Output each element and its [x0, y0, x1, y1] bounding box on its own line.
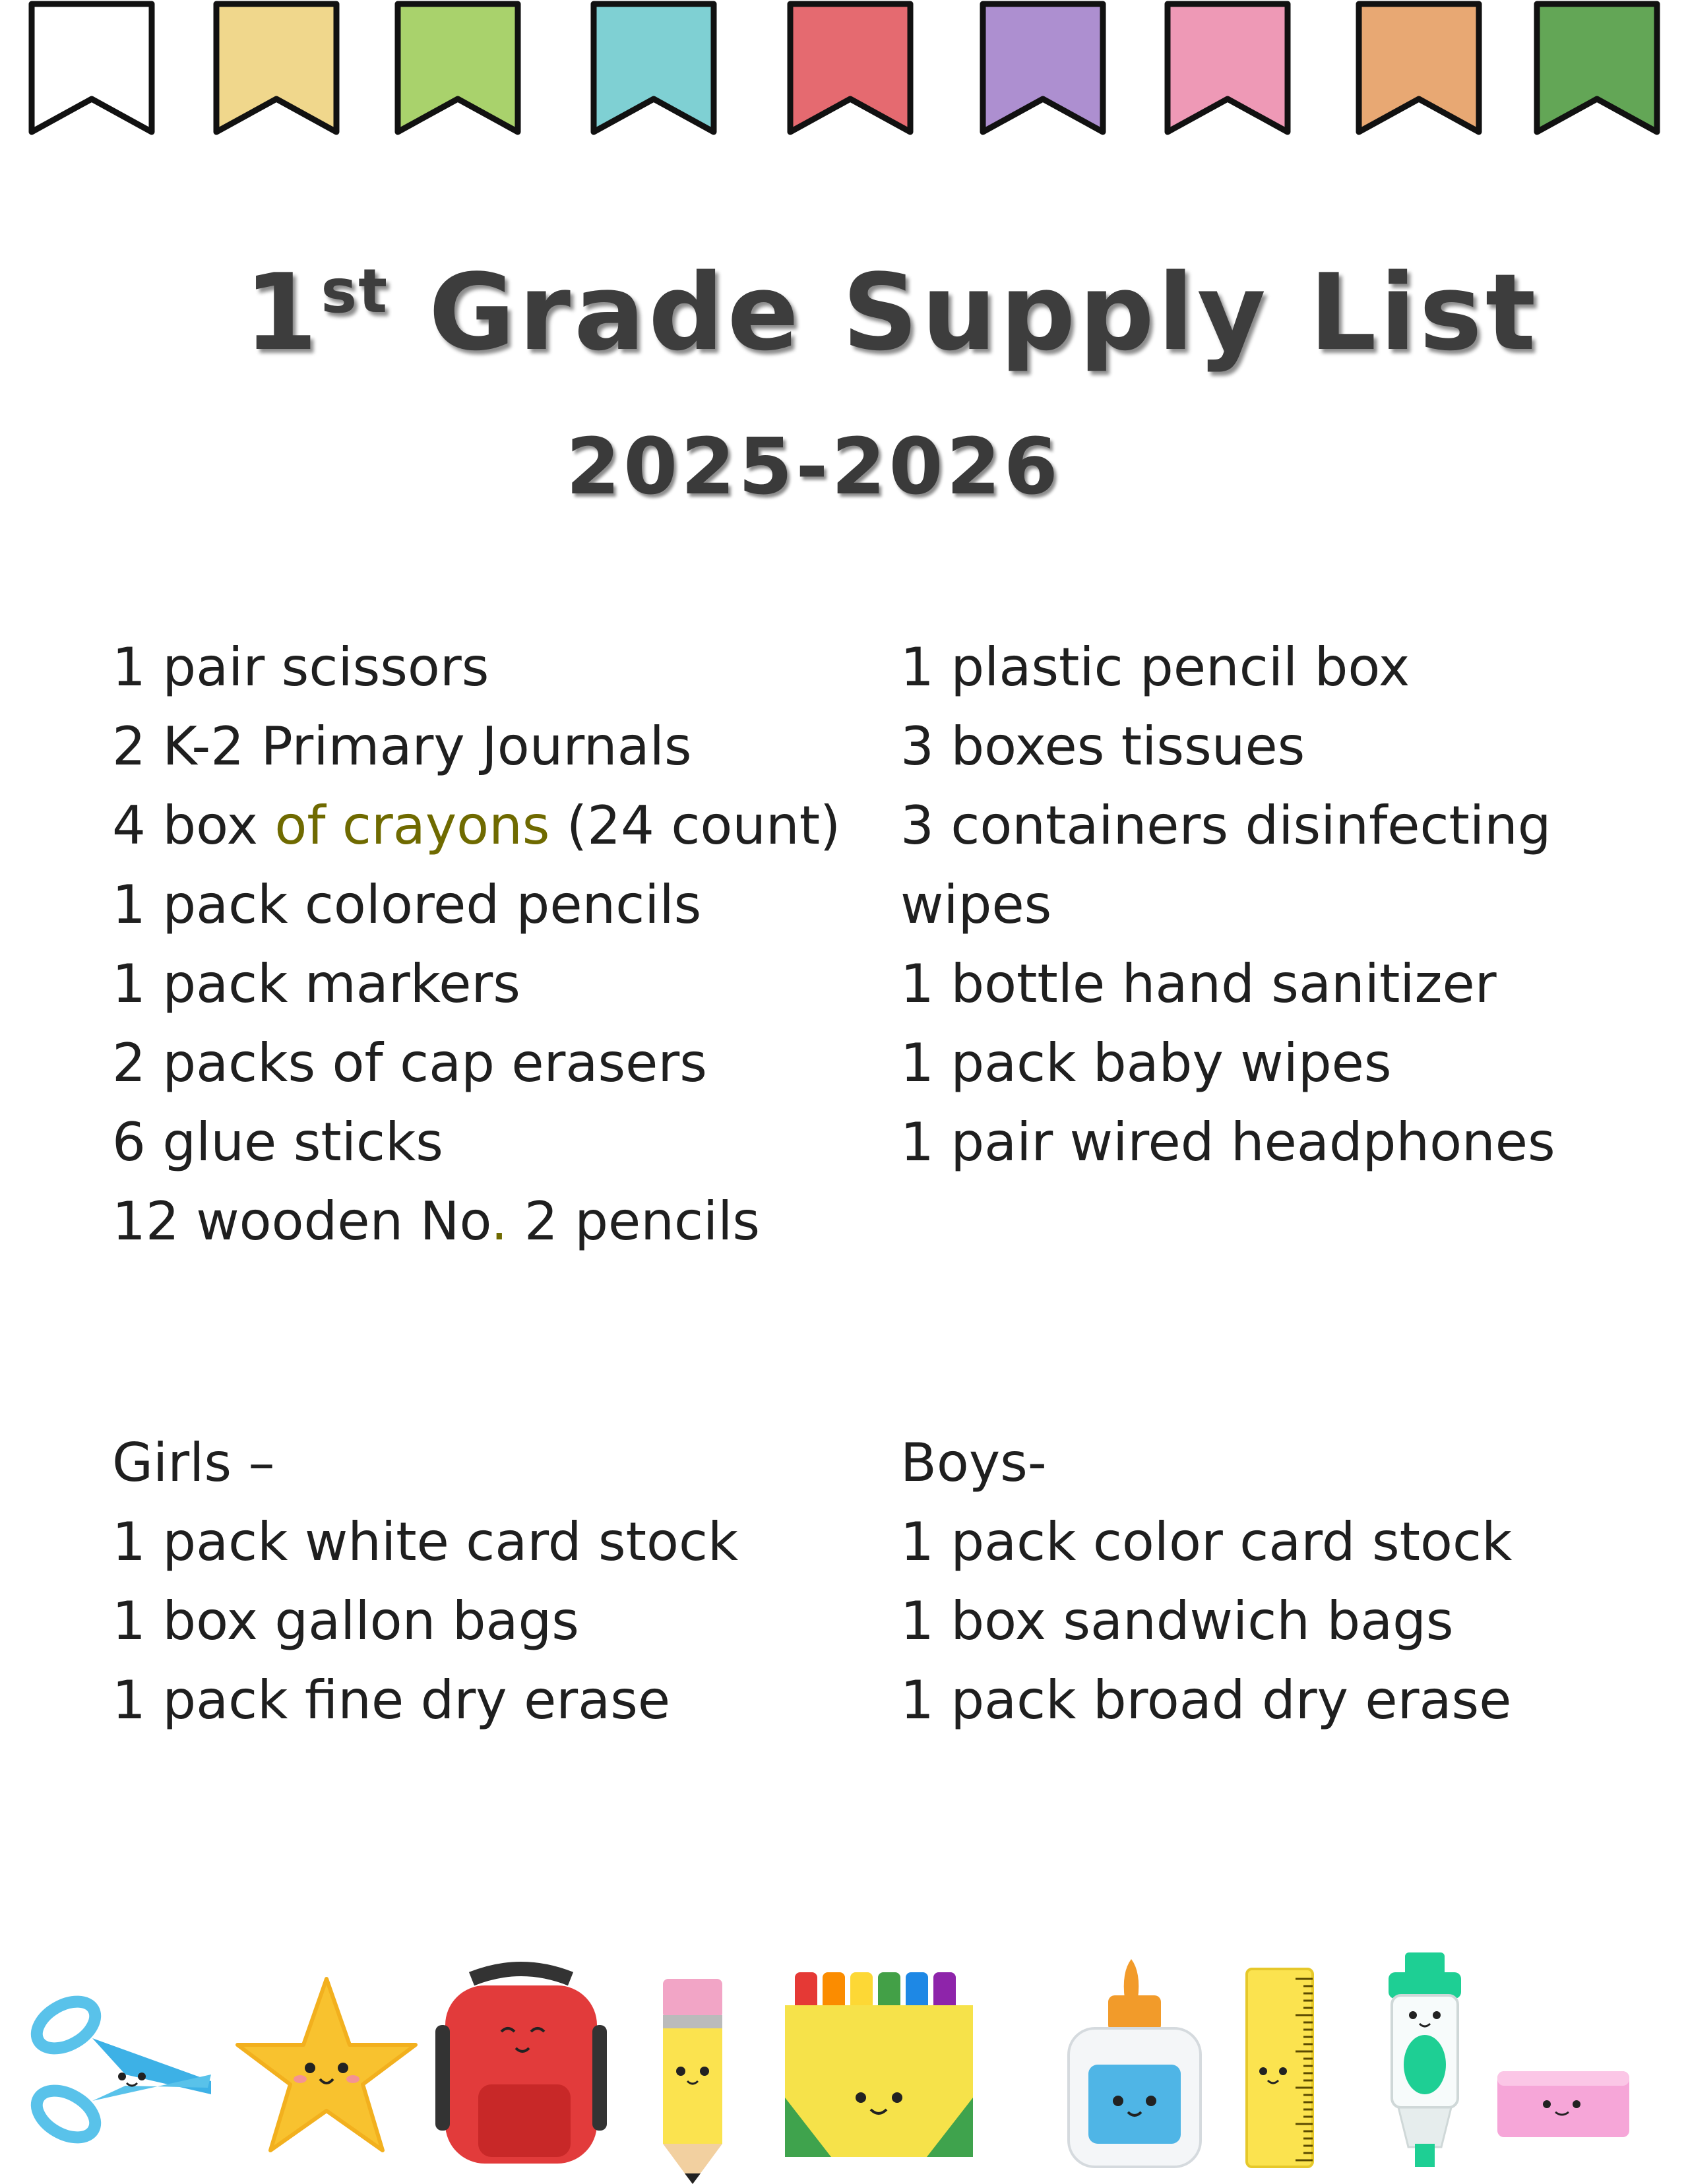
title-text: Grade Supply List	[389, 251, 1540, 374]
boys-list	[900, 1423, 1512, 1740]
title-number: 1	[244, 251, 321, 374]
pennant-flag	[1359, 4, 1479, 132]
list-item: 6 glue sticks	[112, 1111, 443, 1173]
supply-list-left	[112, 628, 840, 1261]
pencil-icon	[663, 1979, 722, 2184]
school-year: 2025-2026	[566, 421, 1061, 512]
pennant-banner	[0, 0, 1688, 142]
pennant-flag	[790, 4, 910, 132]
title-superscript: st	[321, 256, 389, 327]
list-item: 1 box sandwich bags	[900, 1590, 1454, 1652]
pennant-flag	[594, 4, 714, 132]
pennant-flag	[983, 4, 1103, 132]
page-title	[244, 251, 1539, 374]
list-item: 1 pack colored pencils	[112, 874, 702, 935]
pennant-flag	[1168, 4, 1288, 132]
glue-bottle-icon	[1069, 1959, 1201, 2167]
list-item-text: 2 pencils	[507, 1191, 761, 1252]
list-item: 1 pack broad dry erase	[900, 1669, 1512, 1731]
list-item-text: (24 count)	[549, 795, 841, 856]
eraser-icon	[1497, 2071, 1629, 2137]
school-supply-icons	[0, 1933, 1688, 2184]
supply-list-right	[900, 628, 1555, 1182]
list-item-text: 4 box	[112, 795, 275, 856]
list-item-highlight: .	[491, 1191, 508, 1252]
boys-heading: Boys-	[900, 1432, 1047, 1493]
list-item: wipes	[900, 874, 1052, 935]
pennant-flag	[216, 4, 336, 132]
scissors-icon	[28, 1992, 211, 2147]
list-item: 1 pack markers	[112, 953, 520, 1014]
list-item: 1 pack color card stock	[900, 1511, 1513, 1573]
list-item-highlight: of crayons	[274, 795, 550, 856]
list-item: 2 packs of cap erasers	[112, 1032, 707, 1094]
girls-list	[112, 1423, 738, 1740]
pennant-flag	[1537, 4, 1657, 132]
highlighter-icon	[1389, 1952, 1461, 2167]
ruler-icon	[1247, 1969, 1313, 2167]
list-item: 1 bottle hand sanitizer	[900, 953, 1497, 1014]
list-item: 3 containers disinfecting	[900, 795, 1551, 856]
girls-heading: Girls –	[112, 1432, 275, 1493]
list-item-text: 12 wooden No	[112, 1191, 491, 1252]
crayon-box-icon	[785, 1972, 973, 2157]
star-icon	[237, 1979, 416, 2150]
list-item: 1 pack baby wipes	[900, 1032, 1392, 1094]
list-item-pencils	[112, 1182, 840, 1261]
list-item: 1 pair scissors	[112, 637, 489, 698]
list-item: 1 pair wired headphones	[900, 1111, 1555, 1173]
backpack-icon	[435, 1969, 607, 2164]
list-item: 1 plastic pencil box	[900, 637, 1410, 698]
pennant-flag	[32, 4, 152, 132]
list-item: 1 box gallon bags	[112, 1590, 579, 1652]
list-item-crayons	[112, 786, 840, 865]
list-item: 2 K-2 Primary Journals	[112, 716, 692, 777]
list-item: 3 boxes tissues	[900, 716, 1305, 777]
list-item: 1 pack fine dry erase	[112, 1669, 671, 1731]
pennant-flag	[398, 4, 518, 132]
list-item: 1 pack white card stock	[112, 1511, 739, 1573]
